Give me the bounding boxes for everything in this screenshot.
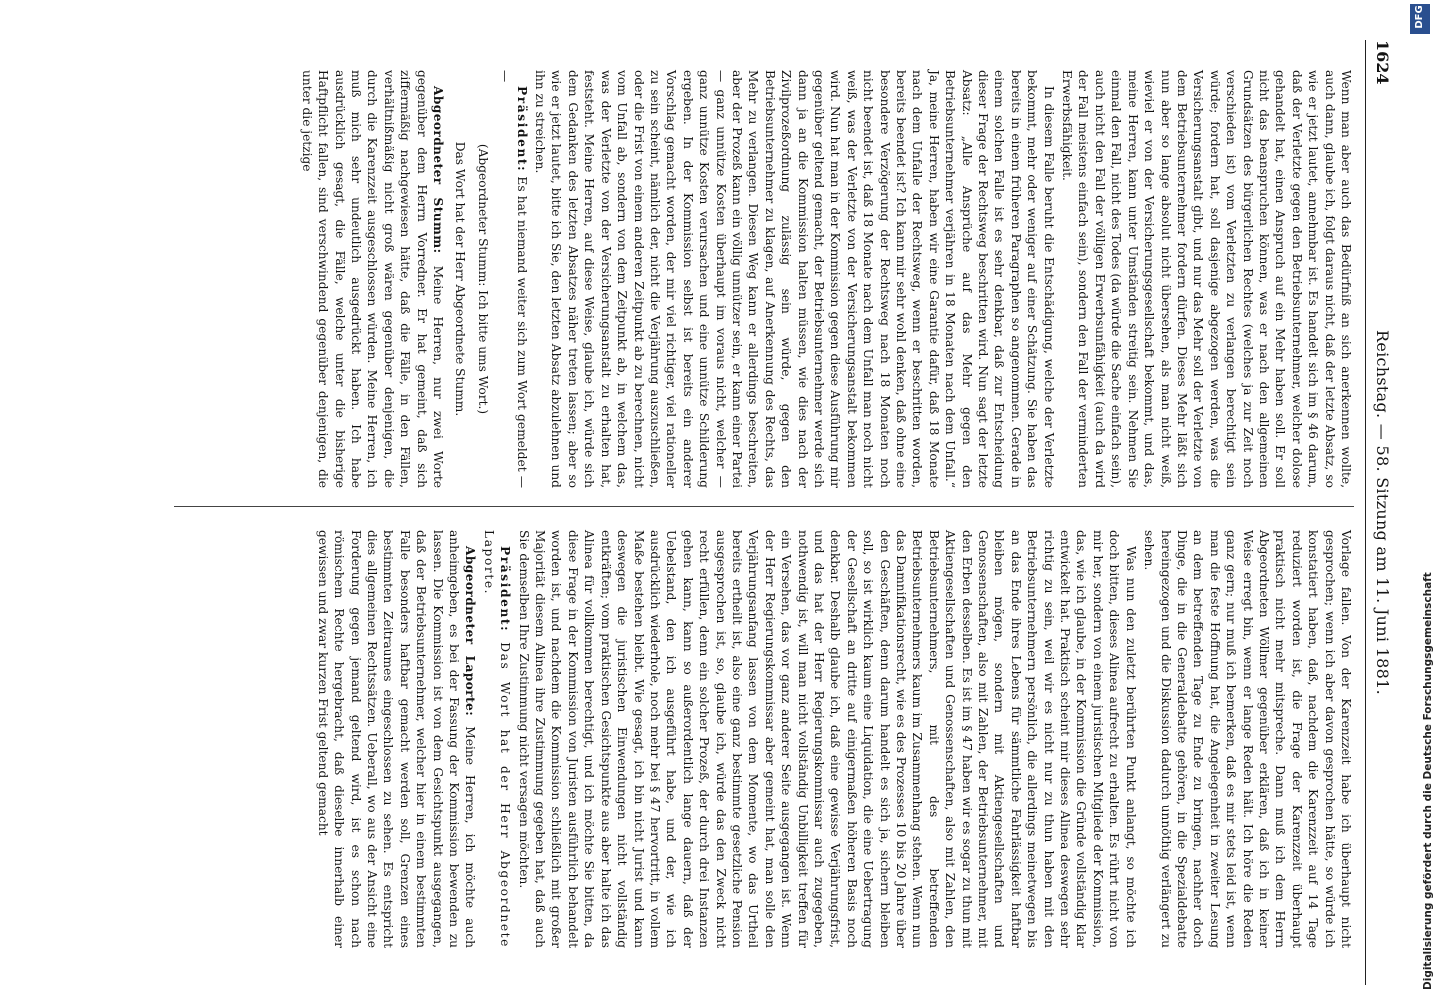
paragraph: Wenn man aber auch das Bedürfniß an sich anerkennen wollte, auch dann, glaube ich, folgt daraus nicht, daß der letzte Absatz, so wie er jetzt lautet, annehmbar ist. Es handelt sich im § 46 darum, daß der Verletzte gegen den Betriebsunternehmer, welcher dolose gehandelt hat, einen Anspruch auf ein Mehr haben soll. Er soll nicht das beanspruchen können, was er nach den allgemeinen Grundsätzen des bürgerlichen Rechtes (welches ja zur Zeit noch verschieden ist) vom Verletzten zu verlangen berechtigt sein würde; fordern hat, soll dasjenige abgezogen werden, was die Versicherungsanstalt gibt, und nur das Mehr soll der Verletzte von dem Betriebsunternehmer fordern dürfen. Dieses Mehr läßt sich nun aber so lange absolut nicht übersehen, als man nicht weiß, wieviel er von der Versicherungsgesellschaft bekommt, und das, meine Herren, kann unter Umständen streitig sein. Nehmen Sie einmal den Fall, nicht des Todes (da würde die Sache einfach sein), auch nicht den Fall der völligen Erwerbsunfähigkeit (auch da wird der Fall meistens einfach sein), sondern den Fall der verminderten Erwerbsfähigkeit. xyxy=(1060,70,1353,488)
running-head: Reichstag. — 58. Sitzung am 11. Juni 1881. xyxy=(1373,330,1392,695)
floor-grant: Das Wort hat der Herr Abgeordnete Stumm. xyxy=(453,141,468,417)
left-column xyxy=(154,70,1354,488)
interjection: (Abgeordneter Stumm: Ich bitte ums Wort.) xyxy=(475,143,490,415)
speech-text: Meine Herren, ich möchte auch anheimgeben, es bei der Fassung der Kommission bewenden zu lassen. Die Kommission ist von dem Gesichtspunkt ausgegangen, daß der Betriebsunternehmer, welcher hier in einem bestimmten Falle besonders haftbar gemacht werden soll, Grenzen eines bestimmten Zeitraumes eingeschlossen zu sehen. Es entspricht dies allgemeinen Rechtssätzen. Ueberall, wo aus der Ansicht eine Forderung gegen jemand geltend wird, ist es schon nach römischem Rechte hergebracht, daß dieselbe innerhalb einer gewissen und zwar kurzen Frist geltend gemacht xyxy=(315,530,478,948)
right-column xyxy=(154,530,1354,948)
speech-text: Es hat niemand weiter sich zum Wort gemeldet — — xyxy=(498,70,529,489)
speech-paragraph xyxy=(480,530,513,948)
speech-text: Das Wort hat der Herr Abgeordnete Laporte. xyxy=(481,530,513,948)
speech-text: Meine Herren, nur zwei Worte gegenüber dem Herrn Vorredner. Er hat gemeint, daß sich ziffermäßig nachgewiesen hätte, daß die Fälle, in den Fällen, verhältnißmäßig nicht groß wären gegenüber denjenigen, die durch die Karenzzeit ausgeschlossen würden. Meine Herren, ich muß mich sehr undeutlich ausgedrückt haben. Ich habe ausdrücklich gesagt, die Fälle, welche unter die bisherige Haftpflicht fallen, sind verschwindend gegenüber denjenigen, die unter die jetzige xyxy=(299,70,446,489)
paragraph: In diesem Falle beruht die Entschädigung, welche der Verletzte bekommt, mehr oder weniger auf einer Schätzung. Sie haben das bereits in einem früheren Paragraphen so angenommen. Gerade in einem solchen Falle ist es sehr denkbar, daß zur Entscheidung dieser Frage der Rechtsweg beschritten wird. Nun sagt der letzte Absatz: „Alle Ansprüche auf das Mehr gegen den Betriebsunternehmer verjähren in 18 Monaten nach dem Unfall.“ Ja, meine Herren, haben wir eine Garantie dafür, daß 18 Monate nach dem Unfalle der Rechtsweg, wenn er beschritten worden, bereits beendet ist? Ich kann mir sehr wohl denken, daß ohne eine besondere Verzögerung der Rechtsweg nach 18 Monaten noch nicht beendet ist, daß 18 Monate nach dem Unfall man noch nicht weiß, was der Verletzte von der Versicherungsanstalt bekommen wird. Nun hat man in der Kommission gegen diese Ausführung mir gegenüber geltend gemacht, der Betriebsunternehmer werde sich dann ja an die Kommission halten müssen, wie dies nach der Zivilprozeßordnung zulässig sein würde, gegen den Betriebsunternehmer zu klagen, auf Anerkennung des Rechts, das Mehr zu verlangen. Diesen Weg kann er allerdings beschreiten, aber der Prozeß kann ein völlig unnützer sein, er kann einer Partei — ganz unnütze Kosten überhaupt im voraus nicht, welcher — ganz unnütze Kosten verursachen und eine unnütze Schilderung ergeben. In der Kommission selbst ist bereits ein anderer Vorschlag gemacht worden, der mir viel richtiger, viel rationeller zu sein scheint, nämlich der, nicht die Verjährung auszuschließen, oder die Frist von einem anderen Zeitpunkt ab zu berechnen, nicht vom Unfall ab, sondern von dem Zeitpunkt ab, in welchem das, was der Verletzte von der Versicherungsanstalt zu erhalten hat, feststeht. Meine Herren, auf diese Weise, glaube ich, würde sich dem Gedanken des letzten Absatzes näher treten lassen; aber so wie er jetzt lautet, bitte ich Sie, den letzten Absatz abzulehnen und ihn zu streichen. xyxy=(533,70,1056,488)
page-number: 1624 xyxy=(1373,40,1392,85)
paragraph: Vorlage fallen. Von der Karenzzeit habe ich überhaupt nicht gesprochen; wenn ich aber davon gesprochen hätte, so würde ich konstatiert haben, daß, nachdem die Karenzzeit auf 14 Tage reduziert worden ist, die Frage der Karenzzeit überhaupt praktisch nicht mehr mitspreche. Dann muß ich dem Herrn Abgeordneten Wöllmer gegenüber erklären, daß ich in keiner Weise erregt bin, wenn er lange Reden hält. Ich höre die Reden ganz gern; nur muß ich bemerken, daß es mir stets leid ist, wenn man die feste Hoffnung hat, die Angelegenheit in zweiter Lesung an dem betreffenden Tage zu Ende zu bringen, nachher doch Dinge, die in die Generaldebatte gehören, in die Spezialdebatte hereingezogen und die Diskussion dadurch unnöthig verlängert zu sehen. xyxy=(1142,530,1353,948)
digitization-credit xyxy=(1402,0,1432,1000)
page-header xyxy=(1364,40,1392,985)
dfg-logo-text: DFG xyxy=(1414,5,1425,29)
speaker-name: Abgeordneter Stumm: xyxy=(431,86,446,254)
column-divider xyxy=(174,506,1354,507)
speech-paragraph xyxy=(298,70,446,488)
speaker-name: Präsident: xyxy=(514,86,529,173)
dfg-logo xyxy=(1410,4,1430,34)
header-rule xyxy=(1365,40,1366,985)
paragraph: Was nun den zuletzt berührten Punkt anlangt, so möchte ich doch bitten, dieses Alinea aufrecht zu erhalten. Es rührt nicht von mir her, sondern von einem juristischen Mitgliede der Kommission, das, wie ich glaube, in der Kommission die Gründe vollständig klar entwickelt hat. Praktisch scheint mir dieses Alinea deswegen sehr richtig zu sein, weil wir es nicht nur zu thun haben mit den Betriebsunternehmern persönlich, die allerdings meinetwegen bis an das Ende ihres Lebens für sämmtliche Fahrlässigkeit haftbar bleiben mögen, sondern mit Aktiengesellschaften und Genossenschaften, also mit Zahlen, der Betriebsunternehmer, mit den Erben desselben. Es ist im § 47 haben wir es sogar zu thun mit Aktiengesellschaften und Genossenschaften, also mit Zahlen, den Betriebsunternehmers, mit des betreffenden Betriebsunternehmers kaum im Zusammenhang stehen. Wenn nun das Damnifikationsrecht, wie es des Prozesses 10 bis 20 Jahre über den Geschäften, denn darum handelt es sich ja, sichern bleiben soll, so ist wirklich kaum eine Liquidation, die eine Uebertragung der Gesellschaft an dritte auf einigermaßen höheren Basis noch denkbar. Deshalb glaube ich, daß eine gewisse Verjährungsfrist, und das hat der Herr Regierungskommissar auch zugegeben, nothwendig ist, will man nicht vollständig Unbilligkeit treffen für ein Versehen, das vor ganz anderer Seite ausgegangen ist. Wenn der Herr Regierungskommissar aber gemeint hat, man solle den Verjährungsanfang lassen von dem Momente, wo das Urtheil bereits ertheilt ist, also eine ganz bestimmte gesetzliche Pension ausgesprochen ist, so, glaube ich, würde das den Zweck nicht recht erfüllen, denn ein solcher Prozeß, der durch drei Instanzen gehen kann, kann so außerordentlich lange dauern, daß der Uebelstand, den ich ausgeführt habe, und der, wie ich ausdrücklich wiederhole, noch mehr bei § 47 hervortritt, in vollem Maße bestehen bleibt. Wie gesagt, ich bin nicht Jurist und kann deswegen die juristischen Einwendungen nicht vollständig entkräften; vom praktischen Gesichtspunkte aus aber halte ich das Alinea für vollkommen berechtigt, und ich möchte Sie bitten, da diese Frage in der Kommission von Juristen ausführlich behandelt worden ist, und nachdem die Kommission schließlich mit großer Majorität diesem Alinea ihre Zustimmung gegeben hat, daß auch Sie demselben Ihre Zustimmung nicht versagen möchten. xyxy=(516,530,1138,948)
speech-paragraph xyxy=(497,70,530,488)
speech-paragraph xyxy=(314,530,478,948)
credit-text: Digitalisierung gefördert durch die Deutsche Forschungsgemeinschaft xyxy=(1422,572,1434,990)
speaker-name: Präsident: xyxy=(498,546,513,633)
speaker-name: Abgeordneter Laporte: xyxy=(463,546,478,717)
